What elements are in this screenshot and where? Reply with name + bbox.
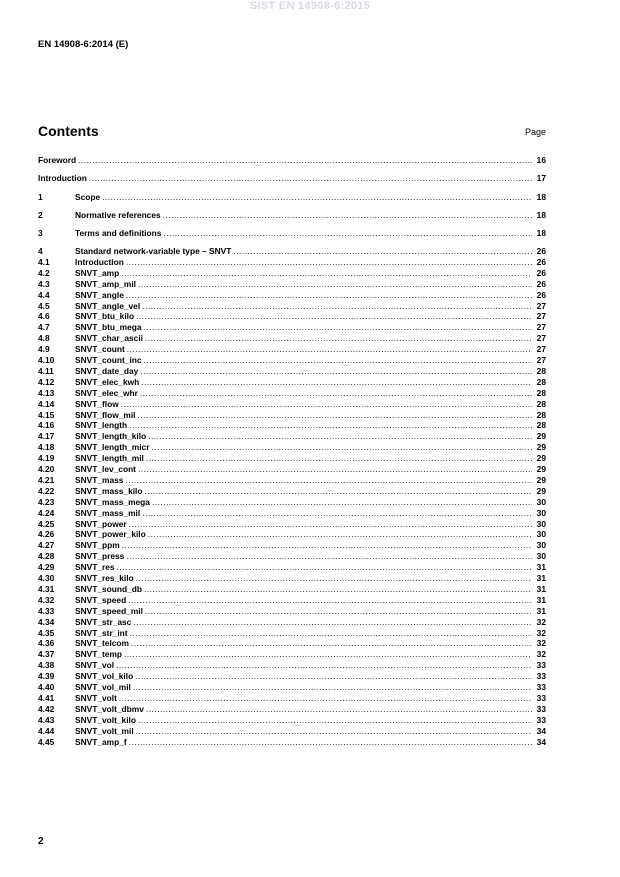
toc-entry-number: 4.41 <box>38 692 55 703</box>
toc-entry-page: 28 <box>536 409 546 420</box>
toc-entry[interactable] <box>38 628 546 639</box>
toc-entry-page: 33 <box>536 692 546 703</box>
toc-entry-title: SNVT_vol_mil <box>75 682 131 692</box>
toc-entry[interactable] <box>38 464 546 475</box>
toc-entry[interactable] <box>38 210 546 221</box>
toc-entry-page: 26 <box>536 246 546 256</box>
toc-entry-title: SNVT_volt_mil <box>75 725 134 736</box>
toc-leader-dots <box>138 410 533 421</box>
toc-entry[interactable] <box>38 682 546 693</box>
toc-entry-page: 27 <box>536 322 546 333</box>
toc-entry[interactable] <box>38 301 546 312</box>
toc-entry-title: SNVT_count <box>75 344 125 355</box>
toc-entry-number: 4.36 <box>38 638 55 649</box>
toc-leader-dots <box>151 442 532 453</box>
toc-entry[interactable] <box>38 671 546 682</box>
document-header: EN 14908-6:2014 (E) <box>38 39 129 50</box>
toc-entry-number: 4.33 <box>38 605 55 616</box>
toc-entry-title: SNVT_volt_dbmv <box>75 703 144 714</box>
toc-leader-dots <box>146 704 532 715</box>
toc-entry[interactable] <box>38 388 546 399</box>
toc-entry-page: 32 <box>536 616 546 627</box>
toc-entry-page: 33 <box>536 660 546 671</box>
toc-leader-dots <box>124 649 532 660</box>
toc-leader-dots <box>145 606 532 617</box>
toc-entry-title: Scope <box>75 192 101 202</box>
toc-entry-title: SNVT_amp_f <box>75 736 127 747</box>
toc-entry-page: 30 <box>536 507 546 518</box>
toc-entry-title: SNVT_volt_kilo <box>75 714 136 725</box>
toc-leader-dots <box>136 311 532 322</box>
toc-entry[interactable] <box>38 584 546 595</box>
toc-entry-number: 4.31 <box>38 583 55 594</box>
toc-entry-page: 26 <box>536 256 546 267</box>
toc-entry-page: 31 <box>536 562 546 573</box>
toc-entry-number: 4.21 <box>38 474 55 485</box>
toc-entry[interactable] <box>38 649 546 660</box>
toc-leader-dots <box>126 551 532 562</box>
toc-leader-dots <box>128 595 532 606</box>
toc-entry[interactable] <box>38 693 546 704</box>
toc-entry-number: 4.7 <box>38 322 50 333</box>
toc-leader-dots <box>133 682 532 693</box>
toc-entry-page: 27 <box>536 355 546 365</box>
toc-entry[interactable] <box>38 540 546 551</box>
toc-entry-title: SNVT_temp <box>75 649 123 660</box>
toc-entry-page: 29 <box>536 485 546 496</box>
watermark-text: SIST EN 14908-6:2015 <box>249 0 371 12</box>
toc-entry-title: SNVT_res <box>75 562 115 573</box>
toc-entry-title: SNVT_length <box>75 420 128 431</box>
toc-entry-title: SNVT_volt <box>75 692 117 703</box>
toc-entry-number: 1 <box>38 192 43 202</box>
toc-entry-number: 4.2 <box>38 267 50 278</box>
toc-entry-number: 4.45 <box>38 736 55 747</box>
toc-leader-dots <box>163 228 532 239</box>
toc-leader-dots <box>119 693 532 704</box>
toc-leader-dots <box>142 301 532 312</box>
page-title: Contents <box>38 123 99 139</box>
toc-leader-dots <box>122 540 532 551</box>
toc-entry[interactable] <box>38 173 546 184</box>
toc-entry-number: 4.28 <box>38 551 55 562</box>
toc-entry-title: SNVT_length_micr <box>75 442 150 453</box>
toc-leader-dots <box>146 453 532 464</box>
toc-entry[interactable] <box>38 246 546 257</box>
toc-entry-number: 4.17 <box>38 431 55 442</box>
toc-entry-title: SNVT_amp <box>75 267 120 278</box>
toc-leader-dots <box>144 355 532 366</box>
toc-leader-dots <box>117 562 532 573</box>
toc-entry[interactable] <box>38 442 546 453</box>
toc-leader-dots <box>133 617 532 628</box>
toc-entry-number: 4.14 <box>38 398 55 409</box>
toc-entry-page: 33 <box>536 671 546 682</box>
toc-entry[interactable] <box>38 344 546 355</box>
toc-entry[interactable] <box>38 737 546 748</box>
toc-leader-dots <box>142 508 532 519</box>
toc-entry-number: 4.15 <box>38 409 55 420</box>
toc-entry-page: 30 <box>536 540 546 551</box>
toc-leader-dots <box>141 377 532 388</box>
toc-entry-title: Normative references <box>75 210 161 220</box>
toc-entry-title: SNVT_sound_db <box>75 583 143 594</box>
toc-leader-dots <box>148 529 532 540</box>
toc-entry-number: 4.3 <box>38 278 50 289</box>
toc-entry-title: SNVT_flow <box>75 398 119 409</box>
toc-entry-page: 28 <box>536 376 546 387</box>
toc-entry-number: 4.38 <box>38 660 55 671</box>
toc-entry[interactable] <box>38 595 546 606</box>
toc-entry-page: 29 <box>536 442 546 453</box>
toc-entry-number: 4.29 <box>38 562 55 573</box>
toc-entry[interactable] <box>38 431 546 442</box>
toc-leader-dots <box>138 464 532 475</box>
toc-entry[interactable] <box>38 562 546 573</box>
toc-entry[interactable] <box>38 638 546 649</box>
toc-leader-dots <box>126 257 532 268</box>
toc-entry[interactable] <box>38 617 546 628</box>
toc-entry-title: SNVT_mass_kilo <box>75 485 143 496</box>
toc-leader-dots <box>144 584 532 595</box>
toc-entry-number: 4.39 <box>38 671 55 682</box>
toc-entry-page: 34 <box>536 725 546 736</box>
toc-leader-dots <box>127 344 532 355</box>
toc-entry-number: 4.26 <box>38 529 55 540</box>
toc-entry-page: 27 <box>536 333 546 344</box>
toc-entry-title: SNVT_str_asc <box>75 616 132 627</box>
toc-entry-number: 4.8 <box>38 333 50 344</box>
toc-entry-number: 4.10 <box>38 355 55 365</box>
toc-entry-number: 4.1 <box>38 256 50 267</box>
toc-entry[interactable] <box>38 322 546 333</box>
toc-entry-page: 34 <box>536 736 546 747</box>
toc-leader-dots <box>121 268 532 279</box>
toc-entry-number: 4.43 <box>38 714 55 725</box>
toc-entry-title: SNVT_speed <box>75 594 127 605</box>
toc-entry-page: 26 <box>536 289 546 300</box>
toc-leader-dots <box>140 366 532 377</box>
toc-entry[interactable] <box>38 399 546 410</box>
toc-entry-number: 4.11 <box>38 365 54 376</box>
toc-entry[interactable] <box>38 519 546 530</box>
toc-entry-title: SNVT_mass_mega <box>75 496 150 507</box>
toc-leader-dots <box>140 388 532 399</box>
toc-entry[interactable] <box>38 497 546 508</box>
toc-entry-page: 31 <box>536 573 546 583</box>
toc-entry-title: SNVT_power <box>75 518 127 529</box>
toc-leader-dots <box>145 333 532 344</box>
toc-entry[interactable] <box>38 606 546 617</box>
toc-entry-page: 32 <box>536 627 546 638</box>
toc-entry-number: 4.13 <box>38 387 55 398</box>
toc-entry-number: 4.12 <box>38 376 55 387</box>
toc-entry[interactable] <box>38 529 546 540</box>
toc-entry-page: 31 <box>536 594 546 605</box>
toc-entry-number: 4.6 <box>38 311 50 322</box>
toc-entry-page: 27 <box>536 311 546 322</box>
toc-leader-dots <box>116 660 532 671</box>
toc-entry-number: 4.40 <box>38 682 55 692</box>
toc-entry[interactable] <box>38 377 546 388</box>
toc-entry-page: 31 <box>536 583 546 594</box>
toc-entry[interactable] <box>38 355 546 366</box>
toc-leader-dots <box>138 715 532 726</box>
toc-entry-title: SNVT_char_ascii <box>75 333 143 344</box>
toc-leader-dots <box>78 155 532 166</box>
toc-entry[interactable] <box>38 475 546 486</box>
toc-entry-title: SNVT_elec_kwh <box>75 376 140 387</box>
toc-entry-title: Introduction <box>38 173 87 183</box>
toc-entry-number: 4.22 <box>38 485 55 496</box>
toc-entry-page: 28 <box>536 387 546 398</box>
toc-entry-page: 29 <box>536 474 546 485</box>
toc-entry[interactable] <box>38 420 546 431</box>
toc-entry-page: 18 <box>536 210 546 220</box>
toc-entry-title: SNVT_angle_vel <box>75 300 141 311</box>
toc-entry[interactable] <box>38 573 546 584</box>
toc-entry-page: 29 <box>536 453 546 464</box>
toc-entry-page: 28 <box>536 365 546 376</box>
toc-entry-title: SNVT_date_day <box>75 365 139 376</box>
toc-entry-page: 33 <box>536 714 546 725</box>
toc-entry[interactable] <box>38 257 546 268</box>
toc-entry-page: 27 <box>536 344 546 355</box>
page-number: 2 <box>38 836 44 847</box>
toc-entry-page: 18 <box>536 192 546 202</box>
toc-entry-title: SNVT_angle <box>75 289 124 300</box>
toc-entry-page: 33 <box>536 703 546 714</box>
toc-entry-page: 29 <box>536 464 546 474</box>
toc-entry-page: 30 <box>536 496 546 507</box>
toc-entry-title: SNVT_btu_mega <box>75 322 142 333</box>
toc-entry-title: SNVT_elec_whr <box>75 387 138 398</box>
toc-entry-number: 3 <box>38 228 43 238</box>
toc-entry-number: 2 <box>38 210 43 220</box>
toc-entry[interactable] <box>38 508 546 519</box>
toc-entry-number: 4.27 <box>38 540 55 551</box>
toc-entry-page: 29 <box>536 431 546 442</box>
toc-entry-number: 4.44 <box>38 725 55 736</box>
toc-entry[interactable] <box>38 155 546 166</box>
toc-entry-title: Introduction <box>75 256 124 267</box>
toc-entry-page: 30 <box>536 529 546 540</box>
toc-entry-title: SNVT_vol <box>75 660 115 671</box>
toc-entry-title: SNVT_power_kilo <box>75 529 146 540</box>
toc-entry-title: SNVT_flow_mil <box>75 409 136 420</box>
toc-entry[interactable] <box>38 453 546 464</box>
toc-entry-title: Foreword <box>38 155 77 165</box>
toc-entry-number: 4.20 <box>38 464 55 474</box>
toc-entry-page: 18 <box>536 228 546 238</box>
toc-entry-title: SNVT_lev_cont <box>75 464 136 474</box>
toc-entry-page: 33 <box>536 682 546 692</box>
toc-entry-page: 27 <box>536 300 546 311</box>
toc-entry-number: 4.42 <box>38 703 55 714</box>
toc-entry-title: SNVT_str_int <box>75 627 128 638</box>
toc-entry-number: 4.19 <box>38 453 55 464</box>
toc-entry-title: SNVT_speed_mil <box>75 605 143 616</box>
toc-entry-number: 4.25 <box>38 518 55 529</box>
toc-leader-dots <box>102 192 532 203</box>
toc-leader-dots <box>121 399 532 410</box>
toc-leader-dots <box>138 279 532 290</box>
toc-entry[interactable] <box>38 715 546 726</box>
toc-leader-dots <box>129 519 532 530</box>
toc-entry-page: 28 <box>536 420 546 431</box>
toc-entry-number: 4.34 <box>38 616 55 627</box>
toc-entry-page: 26 <box>536 267 546 278</box>
toc-entry-page: 32 <box>536 649 546 660</box>
toc-leader-dots <box>135 671 532 682</box>
toc-entry-number: 4 <box>38 246 43 256</box>
toc-entry[interactable] <box>38 410 546 421</box>
toc-entry[interactable] <box>38 726 546 737</box>
toc-entry-number: 4.16 <box>38 420 55 431</box>
toc-leader-dots <box>131 638 532 649</box>
toc-entry-page: 17 <box>536 173 546 183</box>
toc-entry-title: SNVT_btu_kilo <box>75 311 135 322</box>
toc-entry[interactable] <box>38 366 546 377</box>
toc-leader-dots <box>136 573 532 584</box>
toc-entry-number: 4.30 <box>38 573 55 583</box>
toc-entry-number: 4.24 <box>38 507 55 518</box>
toc-entry[interactable] <box>38 228 546 239</box>
toc-entry-title: SNVT_ppm <box>75 540 120 551</box>
toc-leader-dots <box>233 246 532 257</box>
toc-entry-page: 28 <box>536 398 546 409</box>
toc-entry[interactable] <box>38 192 546 203</box>
toc-entry-number: 4.37 <box>38 649 55 660</box>
toc-entry-number: 4.32 <box>38 594 55 605</box>
toc-entry-number: 4.5 <box>38 300 50 311</box>
toc-entry-title: SNVT_count_inc <box>75 355 142 365</box>
toc-entry-title: Standard network-variable type – SNVT <box>75 246 232 256</box>
toc-leader-dots <box>130 628 532 639</box>
toc-entry-page: 31 <box>536 605 546 616</box>
toc-entry-page: 32 <box>536 638 546 649</box>
toc-entry-number: 4.4 <box>38 289 50 300</box>
toc-leader-dots <box>136 726 532 737</box>
toc-entry-title: SNVT_length_kilo <box>75 431 147 442</box>
toc-leader-dots <box>129 420 532 431</box>
toc-leader-dots <box>129 737 532 748</box>
toc-entry-title: Terms and definitions <box>75 228 162 238</box>
toc-entry-number: 4.23 <box>38 496 55 507</box>
toc-entry-title: SNVT_mass_mil <box>75 507 141 518</box>
toc-entry[interactable] <box>38 268 546 279</box>
toc-entry-page: 26 <box>536 278 546 289</box>
toc-leader-dots <box>126 290 532 301</box>
toc-leader-dots <box>144 322 532 333</box>
toc-leader-dots <box>125 475 532 486</box>
toc-entry-page: 30 <box>536 518 546 529</box>
toc-entry-number: 4.18 <box>38 442 55 453</box>
toc-entry-title: SNVT_amp_mil <box>75 278 136 289</box>
toc-entry-page: 30 <box>536 551 546 562</box>
toc-leader-dots <box>163 210 532 221</box>
toc-entry-title: SNVT_length_mil <box>75 453 144 464</box>
toc-entry[interactable] <box>38 279 546 290</box>
toc-entry-title: SNVT_mass <box>75 474 124 485</box>
toc-entry-title: SNVT_telcom <box>75 638 129 649</box>
toc-leader-dots <box>89 173 532 184</box>
toc-entry-title: SNVT_res_kilo <box>75 573 134 583</box>
toc-entry-number: 4.35 <box>38 627 55 638</box>
toc-entry-page: 16 <box>536 155 546 165</box>
toc-entry[interactable] <box>38 704 546 715</box>
toc-entry[interactable] <box>38 486 546 497</box>
toc-leader-dots <box>152 497 532 508</box>
page-column-label: Page <box>525 127 547 137</box>
toc-entry-title: SNVT_press <box>75 551 125 562</box>
toc-entry[interactable] <box>38 311 546 322</box>
toc-entry-title: SNVT_vol_kilo <box>75 671 134 682</box>
toc-leader-dots <box>148 431 532 442</box>
toc-entry[interactable] <box>38 333 546 344</box>
toc-leader-dots <box>145 486 533 497</box>
toc-entry-number: 4.9 <box>38 344 50 355</box>
toc-entry[interactable] <box>38 660 546 671</box>
toc-entry[interactable] <box>38 290 546 301</box>
toc-entry[interactable] <box>38 551 546 562</box>
